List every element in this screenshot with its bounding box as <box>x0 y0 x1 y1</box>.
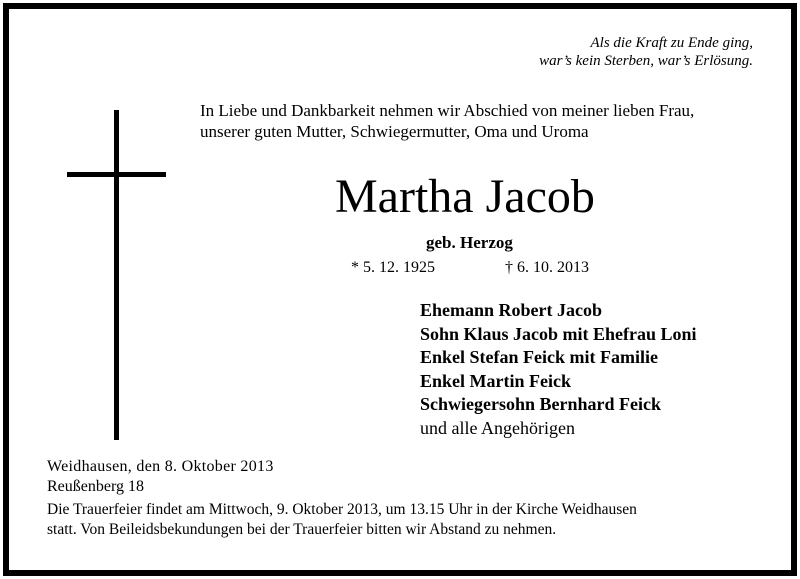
place-date: Weidhausen, den 8. Oktober 2013 <box>47 458 274 475</box>
intro-line-1: In Liebe und Dankbarkeit nehmen wir Abschied von meiner lieben Frau, <box>200 101 695 120</box>
death-date: † 6. 10. 2013 <box>505 259 589 276</box>
motto-line-2: war’s kein Sterben, war’s Erlösung. <box>539 53 753 69</box>
mourners-closing: und alle Angehörigen <box>420 417 575 438</box>
mourner-item: Sohn Klaus Jacob mit Ehefrau Loni <box>420 323 697 344</box>
mourner-item: Ehemann Robert Jacob <box>420 300 603 320</box>
cross-icon <box>114 110 119 440</box>
motto-quote <box>539 34 753 70</box>
deceased-name: Martha Jacob <box>335 170 595 223</box>
motto-line-1: Als die Kraft zu Ende ging, <box>590 35 753 51</box>
mourner-item: Schwiegersohn Bernhard Feick <box>420 394 661 414</box>
cross-icon-crossbar <box>67 172 166 177</box>
mourner-item: Enkel Stefan Feick mit Familie <box>420 347 658 367</box>
funeral-notice <box>47 500 637 540</box>
maiden-name: geb. Herzog <box>426 233 513 252</box>
street-address: Reußenberg 18 <box>47 478 145 495</box>
notice-line-2: statt. Von Beileidsbekundungen bei der Trauerfeier bitten wir Abstand zu nehmen. <box>47 521 557 538</box>
intro-text <box>200 100 694 142</box>
notice-line-1: Die Trauerfeier findet am Mittwoch, 9. Oktober 2013, um 13.15 Uhr in der Kirche Weidhausen <box>47 501 637 518</box>
mourner-item: Enkel Martin Feick <box>420 370 571 391</box>
birth-date: * 5. 12. 1925 <box>351 259 435 276</box>
mourners-list <box>420 299 697 440</box>
intro-line-2: unserer guten Mutter, Schwiegermutter, Oma und Uroma <box>200 122 589 141</box>
